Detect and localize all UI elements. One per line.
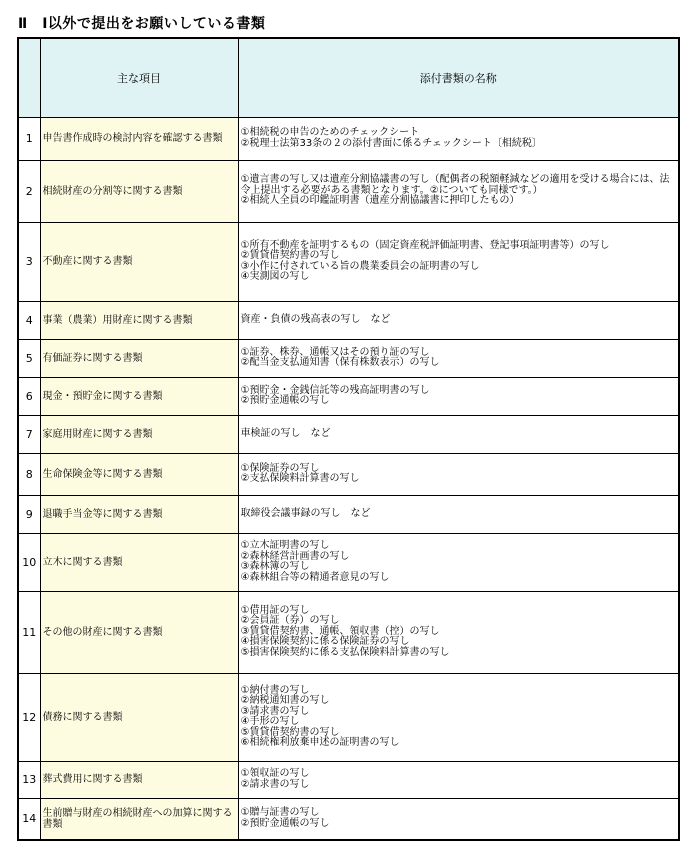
document-line: ①贈与証書の写し (240, 807, 320, 819)
row-main-item: 事業（農業）用財産に関する書類 (40, 301, 238, 339)
document-line: ④損害保険契約に係る保険証券の写し (240, 636, 410, 648)
table-row (18, 761, 679, 798)
row-main-item: 家庭用財産に関する書類 (40, 415, 238, 453)
row-attached-documents (238, 415, 679, 453)
row-main-item: 有価証券に関する書類 (40, 339, 238, 377)
document-line: ②預貯金通帳の写し (240, 395, 330, 406)
row-attached-documents (238, 495, 679, 533)
header-main-item: 主な項目 (40, 38, 238, 117)
table-row (18, 117, 679, 160)
document-line: ②請求書の写し (240, 778, 310, 790)
row-attached-documents (238, 591, 679, 673)
document-line: ①領収証の写し (240, 768, 310, 779)
document-line: ①納付書の写し (240, 684, 310, 696)
table-row (18, 222, 679, 301)
document-line: ③森林簿の写し (240, 561, 310, 572)
row-attached-documents (238, 222, 679, 301)
document-line: ⑤賃貸借契約書の写し (240, 726, 340, 738)
document-line: ④手形の写し (240, 716, 300, 727)
row-main-item: 立木に関する書類 (40, 533, 238, 591)
row-main-item: 退職手当金等に関する書類 (40, 495, 238, 533)
row-main-item: 葬式費用に関する書類 (40, 761, 238, 798)
row-number: 1 (18, 117, 40, 160)
document-line: ①立木証明書の写し (240, 540, 330, 551)
row-number: 13 (18, 761, 40, 798)
document-line: ①借用証の写し (240, 604, 310, 616)
document-line: ③賃貸借契約書、通帳、領収書（控）の写し (240, 625, 440, 637)
row-number: 5 (18, 339, 40, 377)
document-line: ②預貯金通帳の写し (240, 817, 330, 829)
table-row (18, 453, 679, 495)
document-line: ③小作に付されている旨の農業委員会の証明書の写し (240, 260, 480, 272)
document-line: ②森林経営計画書の写し (240, 550, 350, 562)
row-number: 6 (18, 377, 40, 415)
document-line: ①保険証券の写し (240, 462, 320, 474)
row-number: 14 (18, 798, 40, 840)
row-number: 4 (18, 301, 40, 339)
document-line: ⑥相続権利放棄申述の証明書の写し (240, 737, 400, 748)
document-line: ②配当金支払通知書（保有株数表示）の写し (240, 357, 440, 368)
document-line: 資産・負債の残高表の写し など (240, 313, 391, 325)
table-row (18, 415, 679, 453)
row-main-item: 現金・預貯金に関する書類 (40, 377, 238, 415)
table-row (18, 377, 679, 415)
row-attached-documents (238, 761, 679, 798)
document-line: ⑤損害保険契約に係る支払保険料計算書の写し (240, 646, 450, 658)
table-row (18, 533, 679, 591)
row-main-item: 生前贈与財産の相続財産への加算に関する書類 (40, 798, 238, 840)
row-main-item: 相続財産の分割等に関する書類 (40, 160, 238, 222)
row-number: 2 (18, 160, 40, 222)
table-row (18, 591, 679, 673)
row-main-item: 不動産に関する書類 (40, 222, 238, 301)
row-main-item: 債務に関する書類 (40, 673, 238, 761)
document-line: ①遺言書の写し又は遺産分割協議書の写し（配偶者の税額軽減などの適用を受ける場合には、法令上提出する必要がある書類となります。②についても同様です。） (240, 174, 670, 196)
row-attached-documents (238, 301, 679, 339)
document-line: ④実測図の写し (240, 271, 310, 282)
document-line: ①相続税の申告のためのチェックシート (240, 127, 420, 138)
row-main-item: その他の財産に関する書類 (40, 591, 238, 673)
row-attached-documents (238, 798, 679, 840)
row-number: 12 (18, 673, 40, 761)
document-line: ③請求書の写し (240, 705, 310, 717)
table-header-row (18, 38, 679, 117)
document-line: ④森林組合等の精通者意見の写し (240, 571, 390, 583)
row-main-item: 申告書作成時の検討内容を確認する書類 (40, 117, 238, 160)
documents-table (17, 37, 680, 841)
row-number: 8 (18, 453, 40, 495)
document-line: ①証券、株券、通帳又はその預り証の写し (240, 346, 430, 358)
row-attached-documents (238, 339, 679, 377)
table-row (18, 160, 679, 222)
row-number: 10 (18, 533, 40, 591)
table-row (18, 301, 679, 339)
row-attached-documents (238, 117, 679, 160)
row-number: 11 (18, 591, 40, 673)
row-number: 7 (18, 415, 40, 453)
document-line: ②税理士法第33条の２の添付書面に係るチェックシート〔相続税〕 (240, 137, 542, 149)
document-line: ②賃貸借契約書の写し (240, 250, 340, 261)
row-number: 9 (18, 495, 40, 533)
page-title: Ⅱ Ⅰ以外で提出をお願いしている書類 (18, 16, 266, 32)
table-body (18, 117, 679, 840)
table-row (18, 495, 679, 533)
row-main-item: 生命保険金等に関する書類 (40, 453, 238, 495)
header-number (18, 38, 40, 117)
table-row (18, 339, 679, 377)
table-row (18, 673, 679, 761)
row-attached-documents (238, 377, 679, 415)
document-line: ①預貯金・金銭信託等の残高証明書の写し (240, 384, 430, 396)
document-line: ②納税通知書の写し (240, 695, 330, 706)
header-attached-documents: 添付書類の名称 (238, 38, 679, 117)
row-attached-documents (238, 673, 679, 761)
row-attached-documents (238, 453, 679, 495)
row-attached-documents (238, 160, 679, 222)
table-row (18, 798, 679, 840)
document-line: ②相続人全員の印鑑証明書（遺産分割協議書に押印したもの） (240, 195, 520, 207)
document-line: 車検証の写し など (240, 427, 331, 439)
row-attached-documents (238, 533, 679, 591)
document-line: 取締役会議事録の写し など (240, 507, 371, 519)
document-line: ②支払保険料計算書の写し (240, 473, 360, 484)
document-line: ②会員証（券）の写し (240, 615, 340, 627)
document-line: ①所有不動産を証明するもの（固定資産税評価証明書、登記事項証明書等）の写し (240, 239, 610, 251)
row-number: 3 (18, 222, 40, 301)
